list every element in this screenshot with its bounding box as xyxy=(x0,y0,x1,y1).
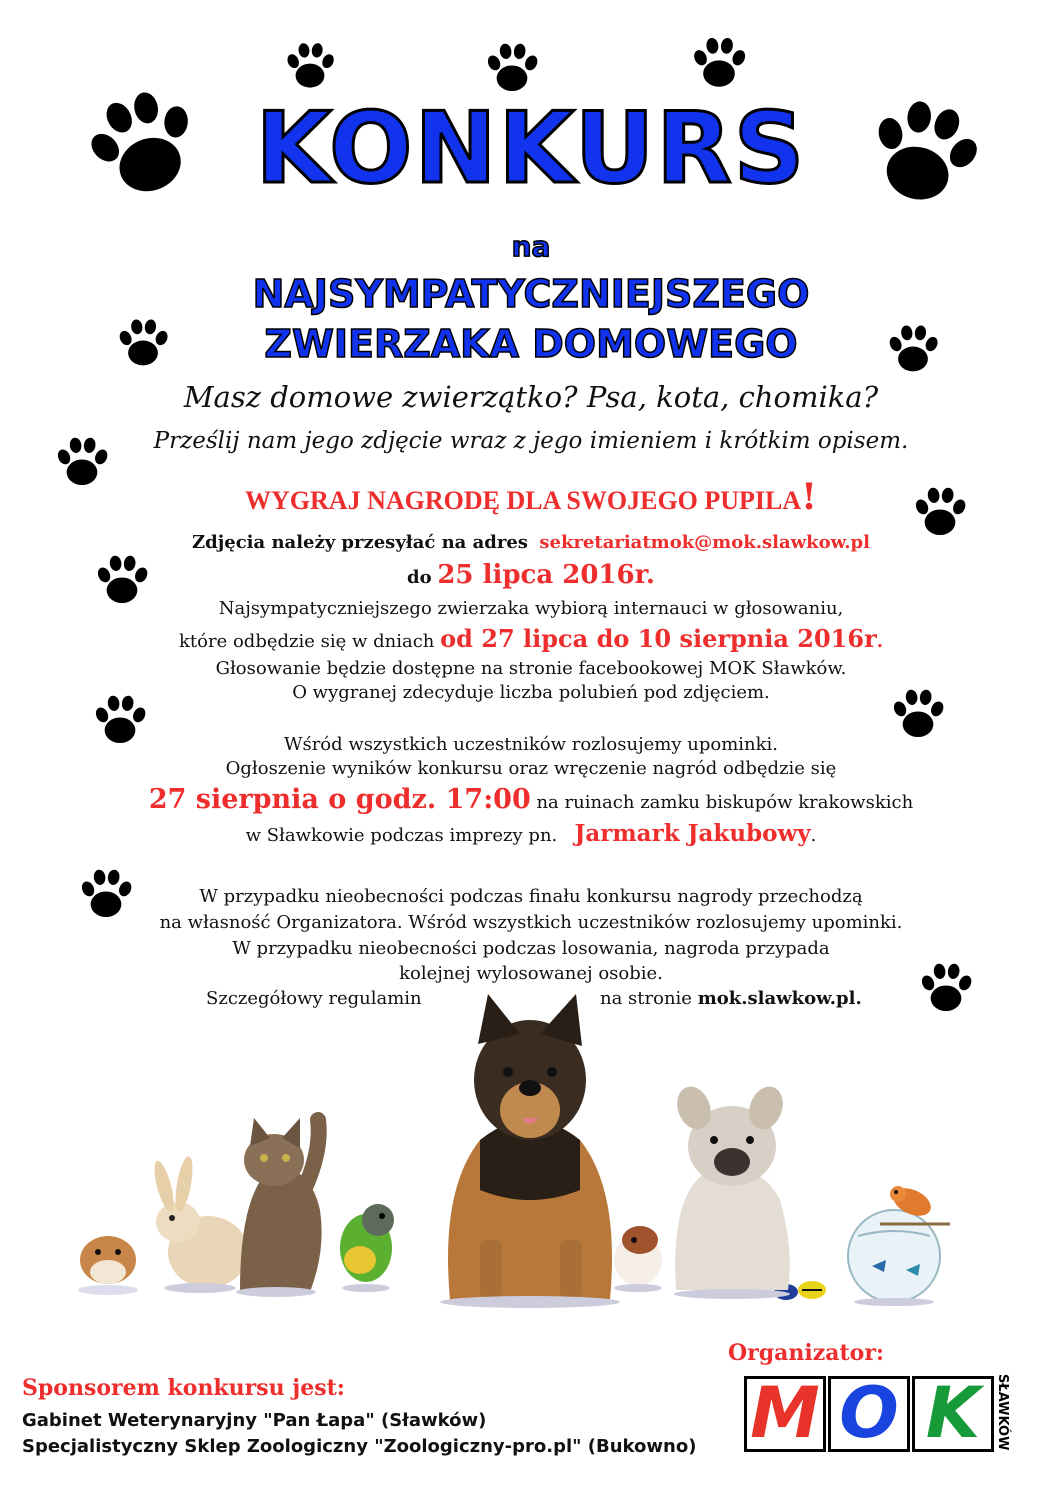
results-line-4 xyxy=(0,820,1062,847)
deadline-line xyxy=(0,560,1062,590)
bulldog-image xyxy=(671,1082,790,1299)
intro-question: Masz domowe zwierzątko? Psa, kota, chomika? xyxy=(183,380,879,414)
headline-mark: ! xyxy=(801,476,817,518)
voting-dates: od 27 lipca do 10 sierpnia 2016r xyxy=(440,624,877,653)
voting-line-3: Głosowanie będzie dostępne na stronie facebookowej MOK Sławków. xyxy=(215,658,847,679)
intro-instruction: Prześlij nam jego zdjęcie wraz z jego imieniem i krótkim opisem. xyxy=(153,428,909,454)
voting-line-2-prefix: które odbędzie się w dniach xyxy=(179,631,435,652)
organizer-heading: Organizator: xyxy=(728,1340,885,1366)
results-line-3 xyxy=(0,784,1062,815)
paw-print-icon xyxy=(686,30,752,96)
title-line-2: ZWIERZAKA DOMOWEGO xyxy=(264,322,798,366)
mok-logo-side-text: SŁAWKÓW xyxy=(995,1373,1010,1451)
submission-line xyxy=(0,532,1062,553)
headline-text: WYGRAJ NAGRODĘ DLA SWOJEGO PUPILA xyxy=(245,486,802,515)
deadline-prefix: do xyxy=(407,567,432,588)
mok-logo-o: O xyxy=(828,1376,910,1452)
submission-email: sekretariatmok@mok.slawkow.pl xyxy=(539,532,870,553)
results-date: 27 sierpnia o godz. 17:00 xyxy=(148,784,531,815)
mok-logo-k: K xyxy=(912,1376,994,1452)
results-place: na ruinach zamku biskupów krakowskich xyxy=(536,792,914,813)
rules-line-3: W przypadku nieobecności podczas losowania, nagroda przypada xyxy=(232,938,830,959)
mok-logo-m: M xyxy=(744,1376,826,1452)
submission-label: Zdjęcia należy przesyłać na adres xyxy=(192,532,528,553)
parrot-image xyxy=(340,1204,394,1292)
results-line-4-prefix: w Sławkowie podczas imprezy pn. xyxy=(245,825,558,846)
results-line-1: Wśród wszystkich uczestników rozlosujemy upominki. xyxy=(283,734,779,755)
rules-site-prefix: na stronie xyxy=(600,988,692,1009)
paw-print-icon xyxy=(280,36,340,96)
sponsor-heading: Sponsorem konkursu jest: xyxy=(22,1375,345,1401)
headline xyxy=(0,476,1062,518)
rules-line-2: na własność Organizatora. Wśród wszystkich uczestników rozlosujemy upominki. xyxy=(159,912,903,933)
dog-image xyxy=(440,994,620,1308)
rules-line-1: W przypadku nieobecności podczas finału konkursu nagrody przechodzą xyxy=(199,886,863,907)
voting-dot: . xyxy=(876,631,883,652)
voting-line-4: O wygranej zdecyduje liczba polubień pod zdjęciem. xyxy=(292,682,770,703)
cat-image xyxy=(236,1118,322,1297)
title-na: na xyxy=(511,230,551,263)
deadline-date: 25 lipca 2016r. xyxy=(437,560,655,590)
sponsor-item-1: Gabinet Weterynaryjny "Pan Łapa" (Sławków) xyxy=(22,1410,487,1431)
voting-line-1: Najsympatyczniejszego zwierzaka wybiorą internauci w głosowaniu, xyxy=(218,598,844,619)
rabbit-image xyxy=(151,1155,248,1293)
voting-line-2 xyxy=(0,624,1062,653)
results-line-2: Ogłoszenie wyników konkursu oraz wręczenie nagród odbędzie się xyxy=(225,758,837,779)
paw-print-icon xyxy=(480,36,544,100)
rules-line-4: kolejnej wylosowanej osobie. xyxy=(399,963,663,984)
rules-site: mok.slawkow.pl. xyxy=(697,988,862,1009)
title-line-1: NAJSYMPATYCZNIEJSZEGO xyxy=(252,272,810,316)
page-title: KONKURS xyxy=(255,92,807,206)
hamster-image xyxy=(78,1236,138,1295)
rules-line-5-prefix: Szczegółowy regulamin xyxy=(206,988,422,1009)
guinea-pig-image xyxy=(614,1226,662,1292)
sponsor-item-2: Specjalistyczny Sklep Zoologiczny "Zoologiczny-pro.pl" (Bukowno) xyxy=(22,1436,697,1457)
animals-illustration xyxy=(60,990,960,1320)
results-event-dot: . xyxy=(810,825,817,846)
results-event: Jarmark Jakubowy xyxy=(574,820,811,847)
